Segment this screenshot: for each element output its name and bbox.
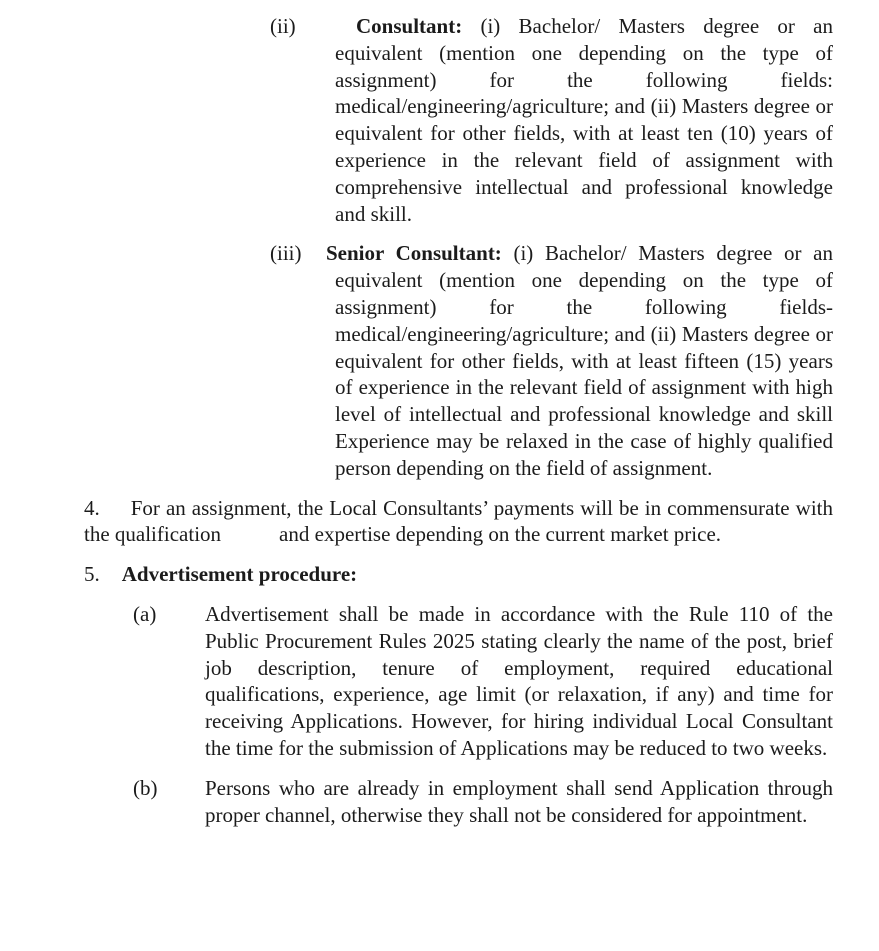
clause-ii-body [335, 13, 833, 227]
clause-iii-lead: Senior Consultant: [326, 241, 502, 266]
clause-iii [270, 240, 833, 481]
advertisement-item-a-text: Advertisement shall be made in accordance with the Rule 110 of the Public Procurement Rules 2025 stating clearly the name of the post, brief job description, tenure of employment, required educational qualifications, experience, age limit (or relaxation, if any) and time for receiving Applications. However, for hiring individual Local Consultant the time for the submission of Applications may be reduced to two weeks. [205, 601, 833, 760]
clause-iii-text: (i) Bachelor/ Masters degree or an equivalent (mention one depending on the type of assignment) for the following fields-medical/engineering/agriculture; and (ii) Masters degree or equivalent for other fields, with at least fifteen (15) years of experience in the relevant field of assignment with high level of intellectual and professional knowledge and skill Experience may be relaxed in the case of highly qualified person depending on the field of assignment. [335, 241, 833, 480]
clause-iii-label: (iii) [270, 241, 302, 266]
advertisement-item-b-label: (b) [133, 775, 158, 800]
clause-ii [270, 13, 833, 227]
section-5-heading: Advertisement procedure: [121, 562, 358, 587]
advertisement-item-a-label: (a) [133, 601, 157, 626]
advertisement-item-a [133, 601, 833, 762]
section-5-number: 5. [84, 562, 100, 587]
paragraph-4 [84, 495, 833, 549]
advertisement-item-b [133, 775, 833, 829]
paragraph-4-number: 4. [84, 495, 100, 520]
paragraph-4-text-after-gap: and expertise depending on the current market price. [279, 522, 722, 547]
clause-ii-label: (ii) [270, 14, 296, 38]
clause-iii-body [326, 240, 833, 481]
clause-ii-lead: Consultant: [356, 14, 463, 38]
advertisement-item-b-text: Persons who are already in employment shall send Application through proper channel, otherwise they shall not be considered for appointment. [205, 775, 833, 827]
clause-ii-text: (i) Bachelor/ Masters degree or an equivalent (mention one depending on the type of assignment) for the following fields: medical/engineering/agriculture; and (ii) Masters degree or equivalent for other fields, with at least ten (10) years of experience in the relevant field of assignment with comprehensive intellectual and professional knowledge and skill. [335, 14, 833, 226]
paragraph-4-text-before-gap: For an assignment, the Local Consultants’ payments will be in commensurate with the qualification [84, 495, 833, 547]
section-5-heading-row [84, 561, 833, 588]
